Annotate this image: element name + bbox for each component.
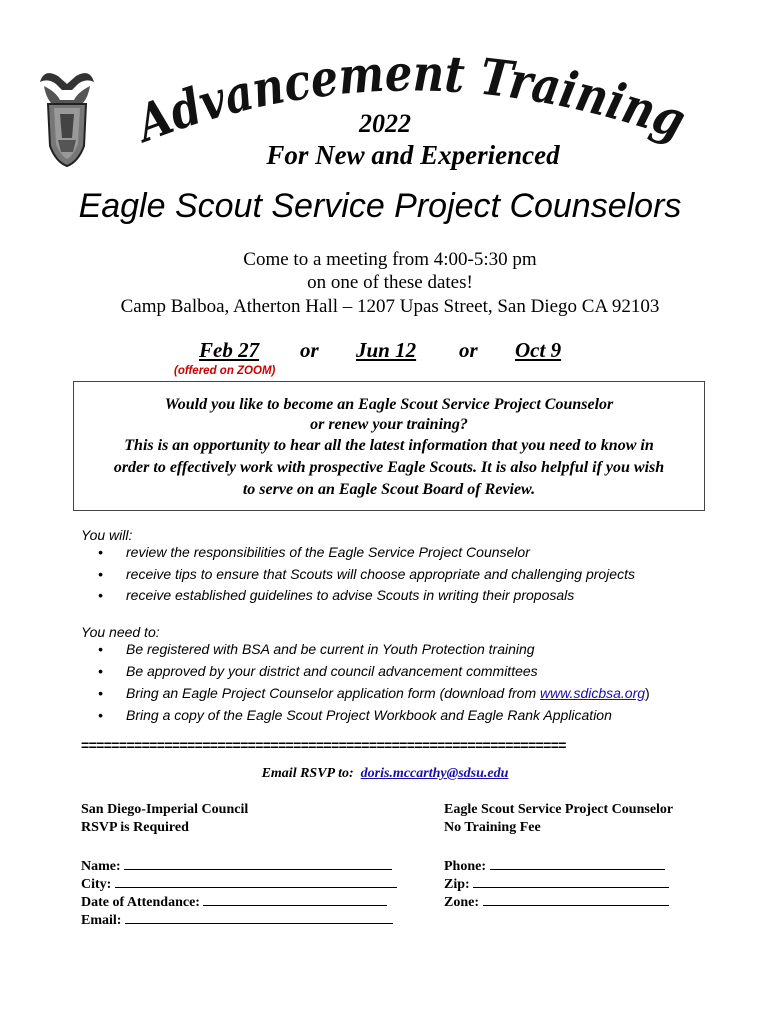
council-name: San Diego-Imperial Council [81, 802, 249, 817]
title-main: Advancement Training [128, 43, 698, 154]
title-subtitle: For New and Experienced [266, 140, 560, 170]
city-field[interactable]: City: [81, 873, 397, 893]
you-need-label: You need to: [81, 624, 160, 640]
box-line: This is an opportunity to hear all the latest information that you need to know in [124, 437, 654, 454]
name-field[interactable]: Name: [81, 855, 392, 875]
date-oct: Oct 9 [515, 338, 562, 362]
rsvp-email-link[interactable]: doris.mccarthy@sdsu.edu [360, 766, 509, 781]
you-will-label: You will: [81, 527, 133, 543]
list-item: Be approved by your district and council advancement committees [126, 663, 538, 679]
meeting-time: Come to a meeting from 4:00-5:30 pm [243, 249, 537, 270]
date-separator: or [300, 338, 319, 362]
list-item: receive established guidelines to advise Scouts in writing their proposals [126, 587, 575, 603]
counselor-note: No Training Fee [444, 820, 541, 835]
box-line: Would you like to become an Eagle Scout Service Project Counselor [164, 396, 614, 413]
bullet-icon: • [98, 663, 103, 679]
title-year: 2022 [359, 109, 411, 138]
date-feb: Feb 27 [199, 338, 260, 362]
list-item: receive tips to ensure that Scouts will choose appropriate and challenging projects [126, 566, 635, 582]
council-website-link[interactable]: www.sdicbsa.org [540, 685, 646, 701]
bullet-icon: • [98, 566, 103, 582]
zoom-note: (offered on ZOOM) [174, 365, 276, 377]
bullet-icon: • [98, 685, 103, 701]
bullet-icon: • [98, 587, 103, 603]
zip-field[interactable]: Zip: [444, 873, 669, 893]
meeting-dates-intro: on one of these dates! [307, 272, 473, 293]
date-of-attendance-field[interactable]: Date of Attendance: [81, 891, 387, 911]
box-line: or renew your training? [310, 416, 468, 433]
phone-field[interactable]: Phone: [444, 855, 665, 875]
rsvp-label: Email RSVP to: [261, 766, 354, 781]
zone-field[interactable]: Zone: [444, 891, 669, 911]
list-item: Bring a copy of the Eagle Scout Project Workbook and Eagle Rank Application [126, 707, 612, 723]
council-note: RSVP is Required [81, 820, 189, 835]
date-jun: Jun 12 [356, 338, 417, 362]
page-headline: Eagle Scout Service Project Counselors [78, 187, 682, 225]
email-field[interactable]: Email: [81, 909, 393, 929]
list-item: Bring an Eagle Project Counselor application form (download from www.sdicbsa.org) [126, 685, 650, 701]
bullet-icon: • [98, 544, 103, 560]
divider: ================================================================ [81, 737, 566, 753]
date-separator: or [459, 338, 478, 362]
meeting-location: Camp Balboa, Atherton Hall – 1207 Upas Street, San Diego CA 92103 [120, 296, 660, 317]
rsvp-line [0, 766, 770, 782]
list-item: Be registered with BSA and be current in Youth Protection training [126, 641, 535, 657]
counselor-title: Eagle Scout Service Project Counselor [444, 802, 674, 817]
box-line: order to effectively work with prospective Eagle Scouts. It is also helpful if you wish [113, 459, 665, 476]
bullet-icon: • [98, 641, 103, 657]
box-line: to serve on an Eagle Scout Board of Review. [242, 481, 536, 498]
list-item: review the responsibilities of the Eagle Service Project Counselor [126, 544, 530, 560]
bullet-icon: • [98, 707, 103, 723]
